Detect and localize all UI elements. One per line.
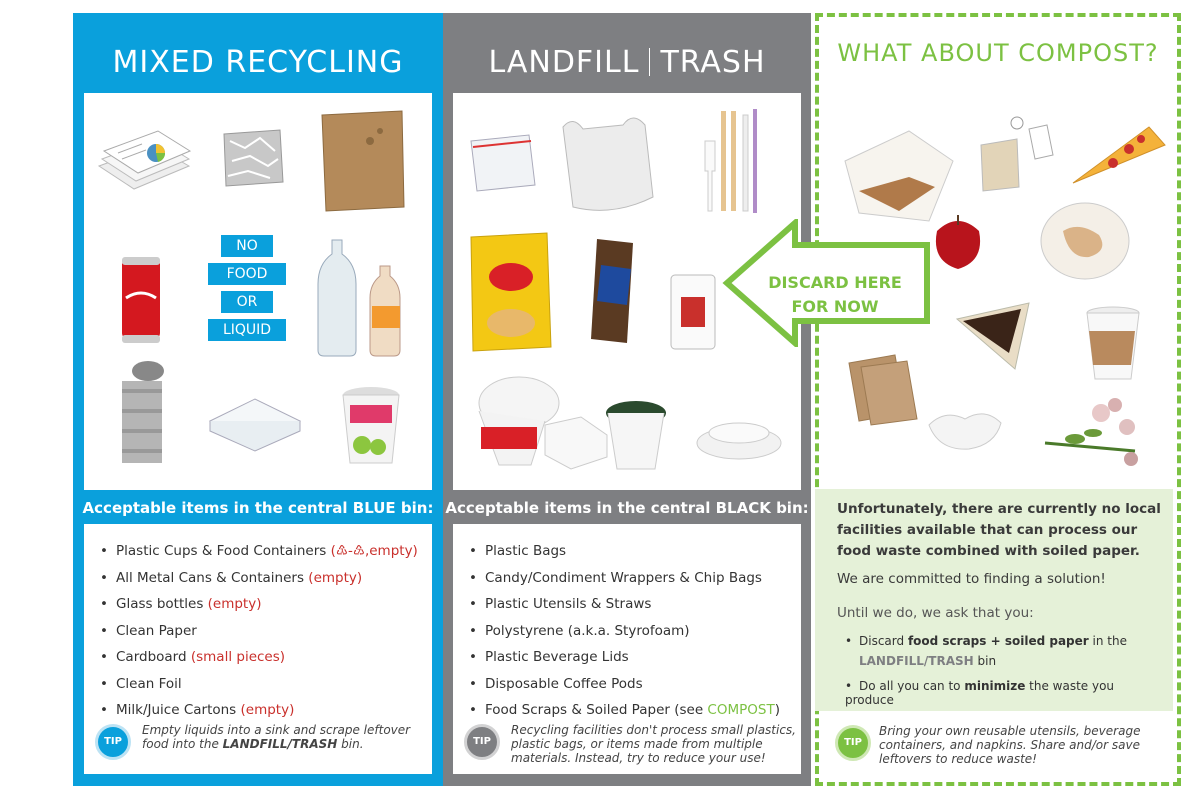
styrofoam-icon	[471, 365, 613, 475]
list-item: • Plastic Bags	[469, 543, 567, 559]
compost-info-panel	[815, 489, 1173, 711]
trash-items-list	[469, 538, 780, 724]
list-item: • Plastic Utensils & Straws	[469, 596, 652, 612]
tin-can-icon	[118, 359, 168, 469]
compost-title: WHAT ABOUT COMPOST?	[837, 39, 1159, 67]
compost-info-paragraph: Unfortunately, there are currently no local facilities available that can process our food waste combined with soiled paper.	[837, 501, 1161, 559]
discard-here-label: DISCARD HERE FOR NOW	[768, 273, 902, 316]
soda-can-icon	[116, 253, 166, 345]
clamshell-container-icon	[200, 393, 310, 453]
recycling-tip-text: Empty liquids into a sink and scrape leftover food into the LANDFILL/TRASH bin.	[142, 723, 411, 751]
mixed-recycling-column	[73, 13, 443, 786]
list-item: • Disposable Coffee Pods	[469, 675, 643, 692]
grocery-bag-icon	[553, 107, 663, 217]
utensils-straws-icon	[703, 101, 783, 221]
yogurt-cup-icon	[340, 385, 402, 469]
compost-tip-text: Bring your own reusable utensils, beverage containers, and napkins. Share and/or save leftovers to reduce waste!	[879, 724, 1141, 766]
apple-core-icon	[931, 211, 985, 271]
dirty-plate-icon	[1039, 201, 1131, 281]
plastic-bag-icon	[469, 133, 537, 193]
tip-badge: TIP	[95, 724, 131, 760]
until-we-do-text: Until we do, we ask that you:	[837, 605, 1034, 621]
title-divider	[649, 48, 650, 76]
cardboard-icon	[318, 109, 406, 213]
candy-bar-icon	[587, 235, 643, 347]
liquid-label: LIQUID	[208, 319, 286, 341]
recycling-items-list	[100, 538, 418, 724]
tea-bag-icon	[977, 115, 1061, 195]
list-item: • Food Scraps & Soiled Paper (see COMPOST)	[469, 702, 780, 718]
no-label: NO	[221, 235, 273, 257]
list-item: • Glass bottles (empty)	[100, 596, 262, 612]
flowers-icon	[1035, 393, 1145, 473]
tissue-icon	[925, 405, 1005, 455]
list-item: • Milk/Juice Cartons (empty)	[100, 702, 295, 718]
food-label: FOOD	[208, 263, 286, 285]
pizza-slice-icon	[1069, 123, 1167, 191]
paper-coffee-cup-icon	[1083, 305, 1143, 385]
list-item: • Cardboard (small pieces)	[100, 649, 286, 665]
condiment-packet-icon	[667, 271, 721, 353]
tip-badge: TIP	[464, 724, 500, 760]
list-item: • Plastic Cups & Food Containers (♳-♹,empty)	[100, 543, 418, 559]
coffee-pod-icon	[603, 399, 669, 475]
or-label: OR	[221, 291, 273, 313]
commitment-text: We are committed to finding a solution!	[837, 571, 1106, 587]
list-item: • Polystyrene (a.k.a. Styrofoam)	[469, 622, 690, 639]
coffee-grounds-filter-icon	[951, 299, 1035, 375]
list-item: • Clean Paper	[100, 622, 197, 639]
tip-badge: TIP	[835, 725, 871, 761]
blue-bin-heading: Acceptable items in the central BLUE bin:	[82, 499, 434, 517]
recycling-items-list-panel	[84, 524, 432, 774]
landfill-trash-column	[443, 13, 811, 786]
compost-request-2: • Do all you can to minimize the waste you produce	[845, 679, 1115, 707]
landfill-trash-title: LANDFILL TRASH	[488, 45, 766, 80]
paper-stack-icon	[94, 121, 194, 196]
recycling-items-image-panel	[84, 93, 432, 490]
chip-bag-icon	[467, 231, 553, 353]
trash-items-list-panel	[453, 524, 801, 774]
mixed-recycling-title: MIXED RECYCLING	[112, 45, 404, 80]
black-bin-heading: Acceptable items in the central BLACK bin:	[445, 499, 809, 517]
cup-lid-icon	[693, 409, 785, 465]
list-item: • Plastic Beverage Lids	[469, 649, 629, 665]
bottles-icon	[312, 236, 412, 361]
napkins-icon	[845, 353, 921, 427]
list-item: • All Metal Cans & Containers (empty)	[100, 569, 363, 586]
compost-column	[768, 13, 1185, 786]
foil-icon	[220, 126, 286, 188]
compost-request-1: • Discard food scraps + soiled paper in the LANDFILL/TRASH bin	[845, 634, 1127, 668]
trash-tip-text: Recycling facilities don't process small plastics, plastic bags, or items made from multiple materials. Instead, try to reduce your use!	[511, 723, 796, 765]
list-item: • Candy/Condiment Wrappers & Chip Bags	[469, 569, 762, 586]
list-item: • Clean Foil	[100, 675, 182, 692]
